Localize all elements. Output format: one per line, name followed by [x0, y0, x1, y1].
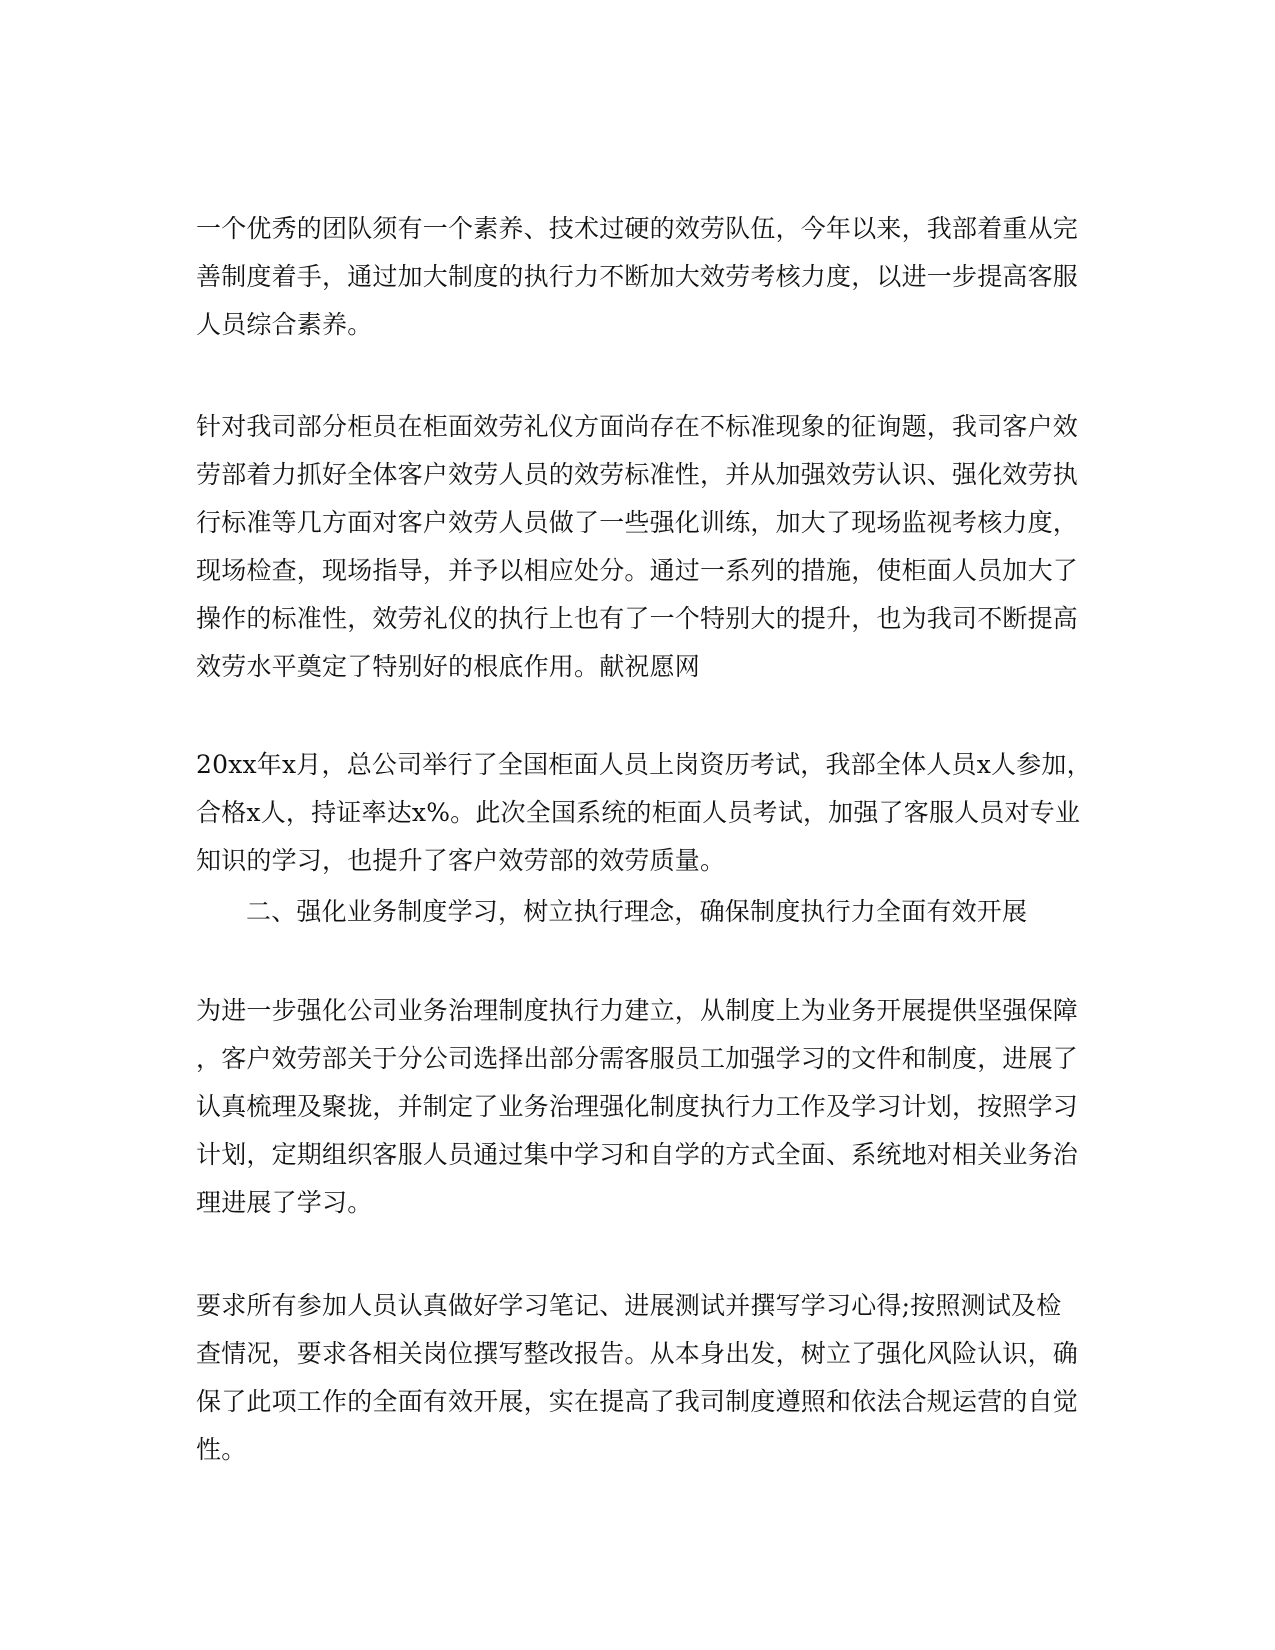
text-line: 为进一步强化公司业务治理制度执行力建立，从制度上为业务开展提供坚强保障: [196, 996, 1079, 1025]
text-line: 效劳水平奠定了特别好的根底作用。献祝愿网: [196, 652, 701, 681]
text-line: 现场检查，现场指导，并予以相应处分。通过一系列的措施，使柜面人员加大了: [196, 556, 1079, 585]
text-line: 合格x人，持证率达x%。此次全国系统的柜面人员考试，加强了客服人员对专业: [196, 798, 1081, 827]
text-line: 行标准等几方面对客户效劳人员做了一些强化训练，加大了现场监视考核力度，: [196, 508, 1079, 537]
text-line: ，客户效劳部关于分公司选择出部分需客服员工加强学习的文件和制度，进展了: [196, 1044, 1079, 1073]
paragraph-counter-etiquette: [196, 403, 1079, 691]
text-line: 人员综合素养。: [196, 310, 373, 339]
paragraph-business-rules: [196, 987, 1079, 1227]
text-line: 计划，定期组织客服人员通过集中学习和自学的方式全面、系统地对相关业务治: [196, 1140, 1079, 1169]
text-line: 劳部着力抓好全体客户效劳人员的效劳标准性，并从加强效劳认识、强化效劳执: [196, 460, 1079, 489]
text-line: 性。: [196, 1435, 247, 1464]
text-line: 要求所有参加人员认真做好学习笔记、进展测试并撰写学习心得;按照测试及检: [196, 1291, 1062, 1320]
text-line: 操作的标准性，效劳礼仪的执行上也有了一个特别大的提升，也为我司不断提高: [196, 604, 1079, 633]
text-line: 20xx年x月，总公司举行了全国柜面人员上岗资历考试，我部全体人员x人参加，: [196, 750, 1092, 779]
text-line: 理进展了学习。: [196, 1188, 373, 1217]
text-line: 知识的学习，也提升了客户效劳部的效劳质量。: [196, 846, 726, 875]
text-line: 认真梳理及聚拢，并制定了业务治理强化制度执行力工作及学习计划，按照学习: [196, 1092, 1079, 1121]
paragraph-qualification-exam: [196, 741, 1092, 885]
text-line: 一个优秀的团队须有一个素养、技术过硬的效劳队伍，今年以来，我部着重从完: [196, 214, 1079, 243]
paragraph-service-team: [196, 205, 1079, 349]
section-heading: [246, 888, 1126, 936]
text-line: 保了此项工作的全面有效开展，实在提高了我司制度遵照和依法合规运营的自觉: [196, 1387, 1079, 1416]
section-heading-text: 二、强化业务制度学习，树立执行理念，确保制度执行力全面有效开展: [246, 897, 1028, 926]
text-line: 针对我司部分柜员在柜面效劳礼仪方面尚存在不标准现象的征询题，我司客户效: [196, 412, 1079, 441]
text-line: 查情况，要求各相关岗位撰写整改报告。从本身出发，树立了强化风险认识，确: [196, 1339, 1079, 1368]
paragraph-study-requirements: [196, 1282, 1079, 1474]
text-line: 善制度着手，通过加大制度的执行力不断加大效劳考核力度，以进一步提高客服: [196, 262, 1079, 291]
